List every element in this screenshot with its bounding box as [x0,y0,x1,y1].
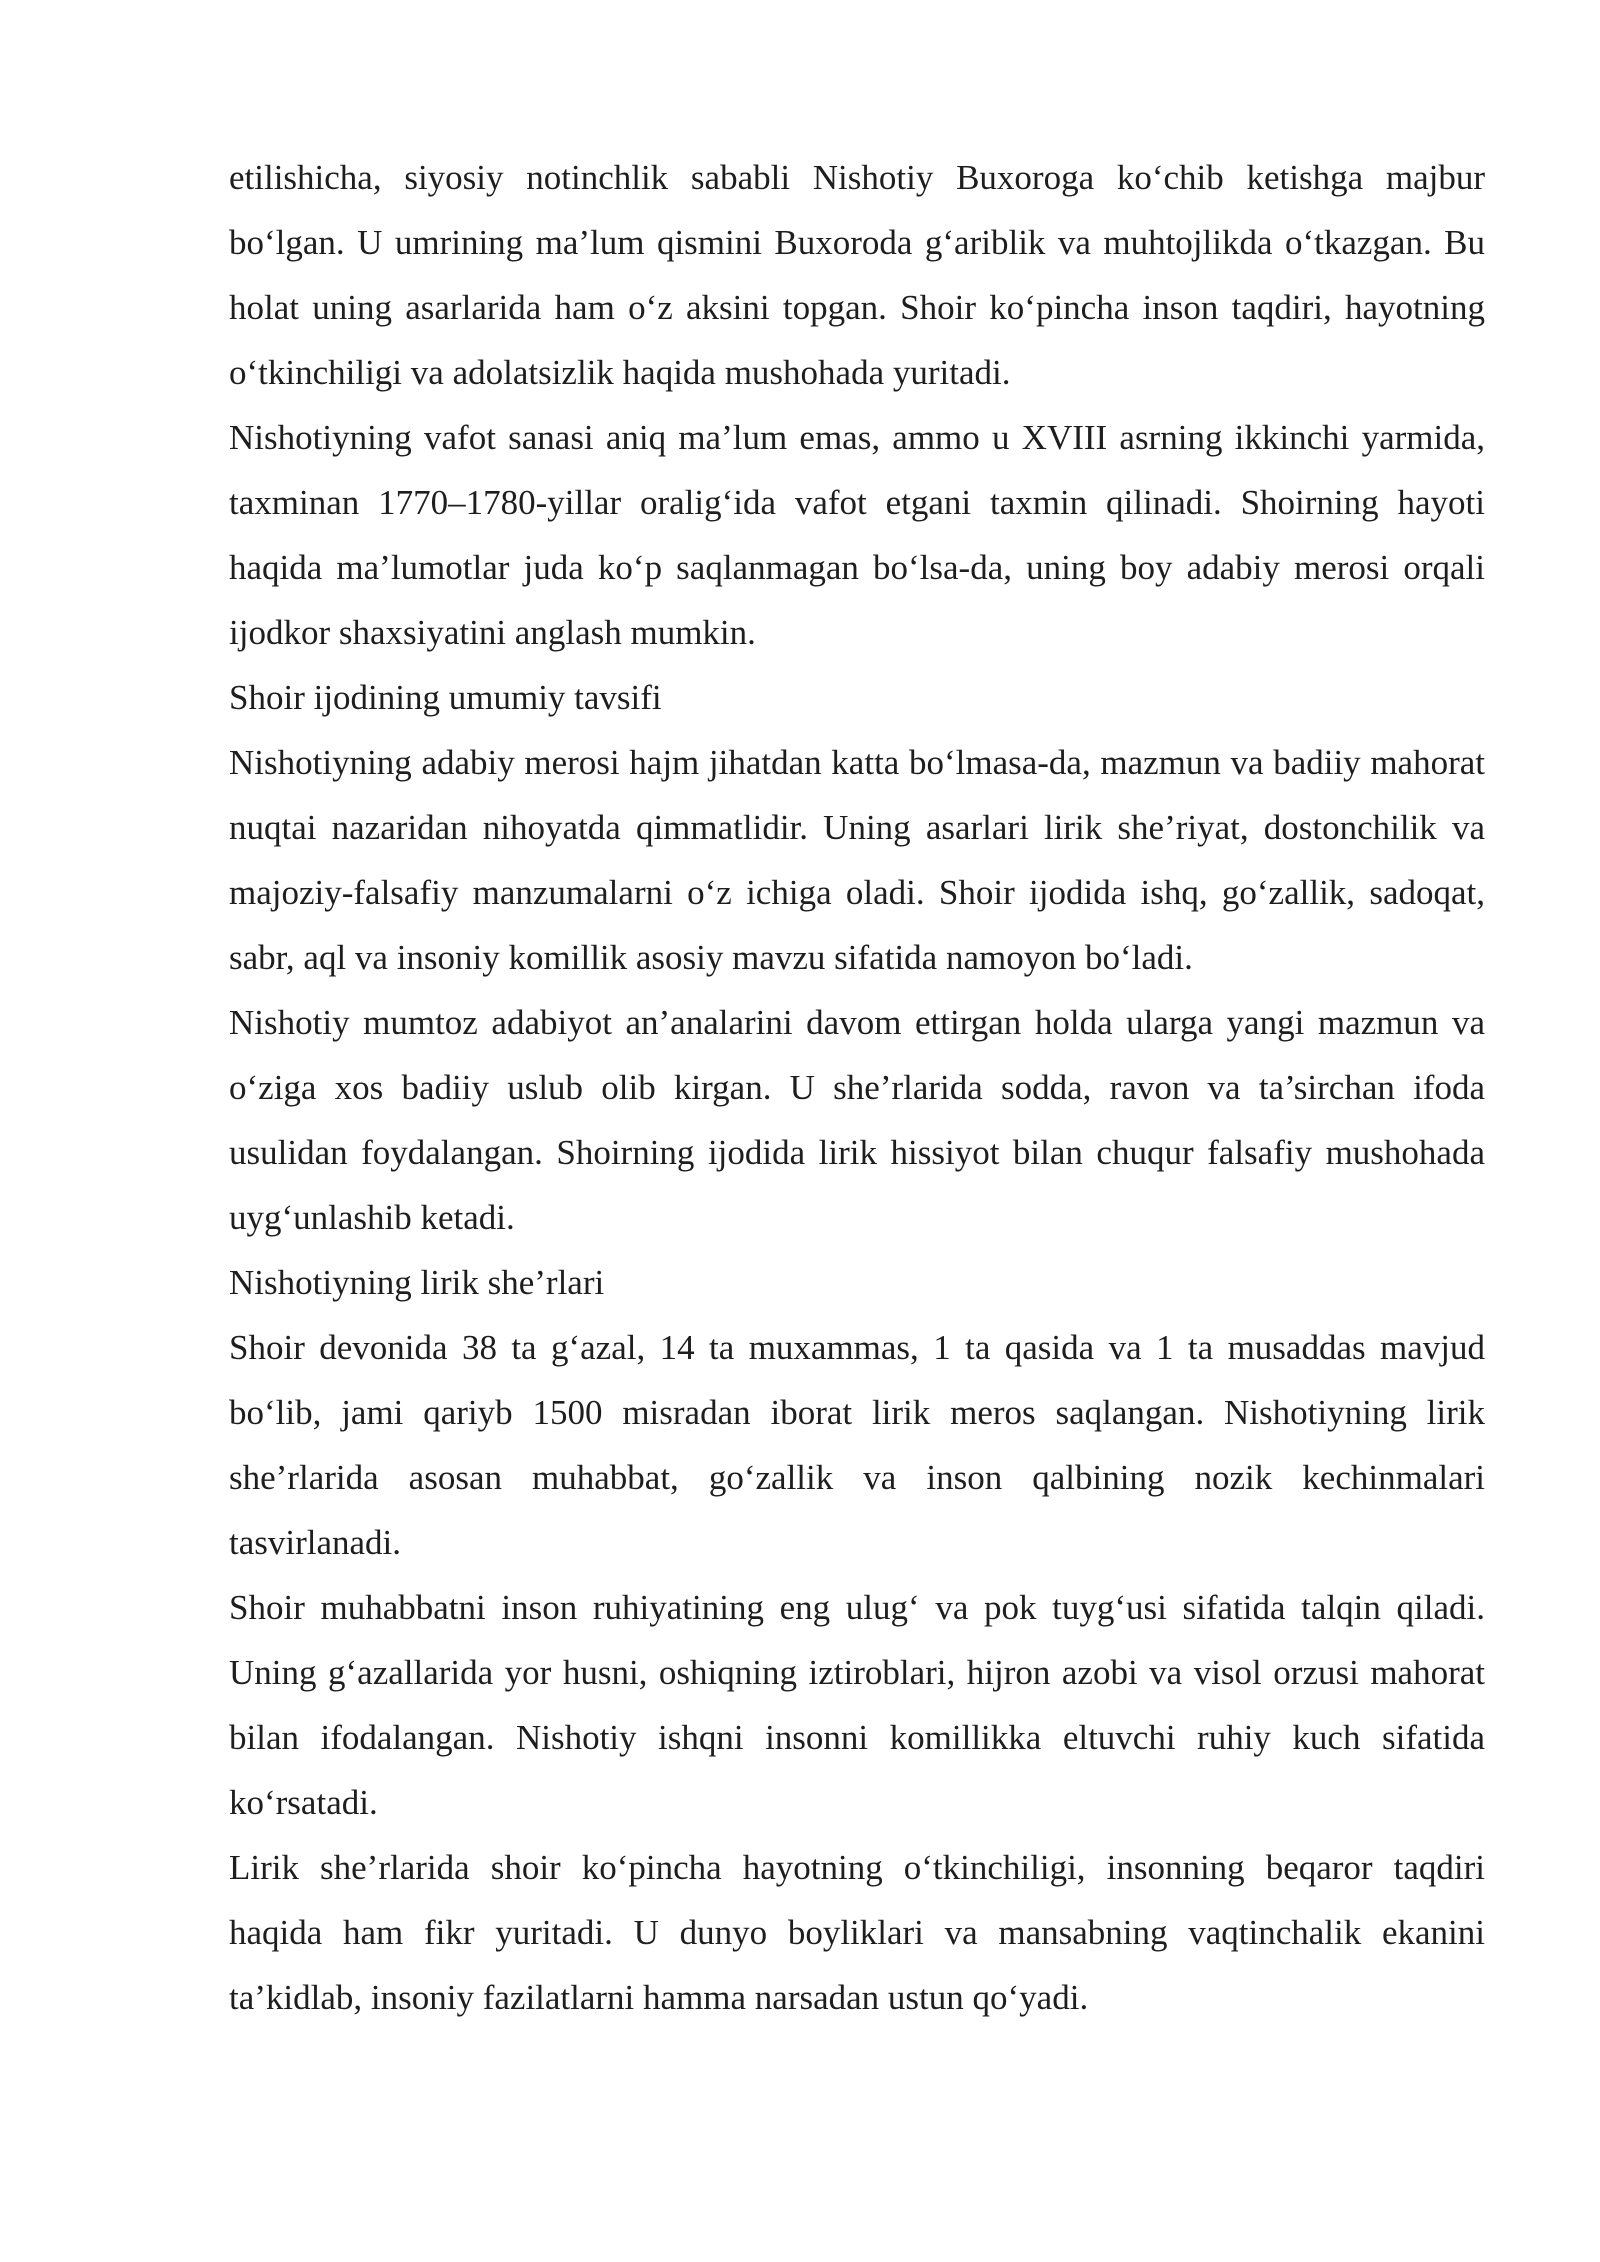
section-heading-lirik-sherlar: Nishotiyning lirik she’rlari [229,1263,605,1302]
paragraph-vafot-sanasi: Nishotiyning vafot sanasi aniq ma’lum emas, ammo u XVIII asrning ikkinchi yarmida, taxminan 1770–1780-yillar oralig‘ida vafot etgani taxmin qilinadi. Shoirning hayoti haqida ma’lumotlar juda ko‘p saqlanmagan bo‘lsa-da, uning boy adabiy merosi orqali ijodkor shaxsiyatini anglash mumkin. [229,418,1485,652]
paragraph-muhabbat-talqini: Shoir muhabbatni inson ruhiyatining eng ulug‘ va pok tuyg‘usi sifatida talqin qiladi. Uning g‘azallarida yor husni, oshiqning iztiroblari, hijron azobi va visol orzusi mahorat bilan ifodalangan. Nishotiy ishqni insonni komillikka eltuvchi ruhiy kuch sifatida ko‘rsatadi. [229,1588,1485,1822]
paragraph-hayot-otkinchiligi: Lirik she’rlarida shoir ko‘pincha hayotning o‘tkinchiligi, insonning beqaror taqdiri haqida ham fikr yuritadi. U dunyo boyliklari va mansabning vaqtinchalik ekanini ta’kidlab, insoniy fazilatlarni hamma narsadan ustun qo‘yadi. [229,1848,1485,2017]
paragraph-mumtoz-anana: Nishotiy mumtoz adabiyot an’analarini davom ettirgan holda ularga yangi mazmun va o‘ziga xos badiiy uslub olib kirgan. U she’rlarida sodda, ravon va ta’sirchan ifoda usulidan foydalangan. Shoirning ijodida lirik hissiyot bilan chuqur falsafiy mushohada uyg‘unlashib ketadi. [229,1003,1485,1237]
paragraph-adabiy-meros: Nishotiyning adabiy merosi hajm jihatdan katta bo‘lmasa-da, mazmun va badiiy mahorat nuqtai nazaridan nihoyatda qimmatlidir. Uning asarlari lirik she’riyat, dostonchilik va majoziy-falsafiy manzumalarni o‘z ichiga oladi. Shoir ijodida ishq, go‘zallik, sadoqat, sabr, aql va insoniy komillik asosiy mavzu sifatida namoyon bo‘ladi. [229,743,1485,977]
section-heading-ijod-tavsifi: Shoir ijodining umumiy tavsifi [229,678,662,717]
paragraph-hayoti-buxoro: etilishicha, siyosiy notinchlik sababli Nishotiy Buxoroga ko‘chib ketishga majbur bo‘lgan. U umrining ma’lum qismini Buxoroda g‘ariblik va muhtojlikda o‘tkazgan. Bu holat uning asarlarida ham o‘z aksini topgan. Shoir ko‘pincha inson taqdiri, hayotning o‘tkinchiligi va adolatsizlik haqida mushohada yuritadi. [229,158,1485,392]
paragraph-devon-tarkibi: Shoir devonida 38 ta g‘azal, 14 ta muxammas, 1 ta qasida va 1 ta musaddas mavjud bo‘lib, jami qariyb 1500 misradan iborat lirik meros saqlangan. Nishotiyning lirik she’rlarida asosan muhabbat, go‘zallik va inson qalbining nozik kechinmalari tasvirlanadi. [229,1328,1485,1562]
document-body [229,145,1485,2030]
